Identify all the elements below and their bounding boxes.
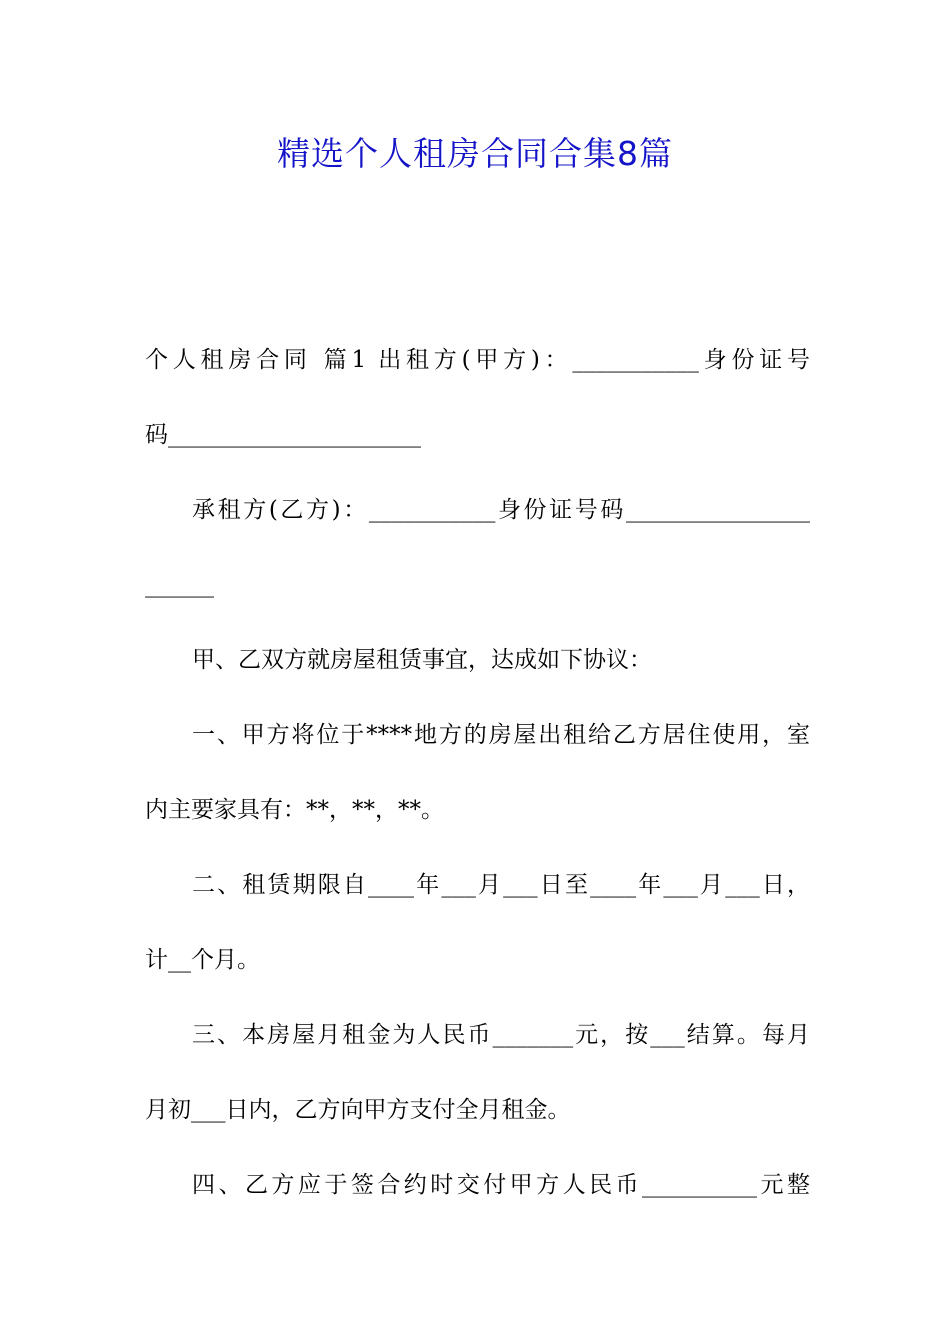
text-line-5: 甲、乙双方就房屋租赁事宜，达成如下协议：: [192, 647, 652, 673]
text-line-11: 月初___日内，乙方向甲方支付全月租金。: [145, 1097, 571, 1123]
text-line-3: 承租方(乙方)：___________身份证号码________________: [192, 497, 810, 523]
text-line-12: 四、乙方应于签合约时交付甲方人民币__________元整: [192, 1172, 810, 1198]
text-line-2: 码______________________: [145, 422, 421, 448]
text-line-10: 三、本房屋月租金为人民币_______元，按___结算。每月: [192, 1022, 810, 1048]
text-line-1: 个人租房合同 篇1 出租方(甲方)：___________身份证号: [145, 347, 810, 373]
text-line-7: 内主要家具有：**，**，**。: [145, 797, 444, 823]
text-line-4: ______: [145, 572, 214, 598]
text-line-8: 二、租赁期限自____年___月___日至____年___月___日，: [192, 872, 810, 898]
document-title: 精选个人租房合同合集8篇: [277, 134, 673, 173]
text-line-9: 计__个月。: [145, 947, 260, 973]
text-line-6: 一、甲方将位于****地方的房屋出租给乙方居住使用，室: [192, 722, 810, 748]
